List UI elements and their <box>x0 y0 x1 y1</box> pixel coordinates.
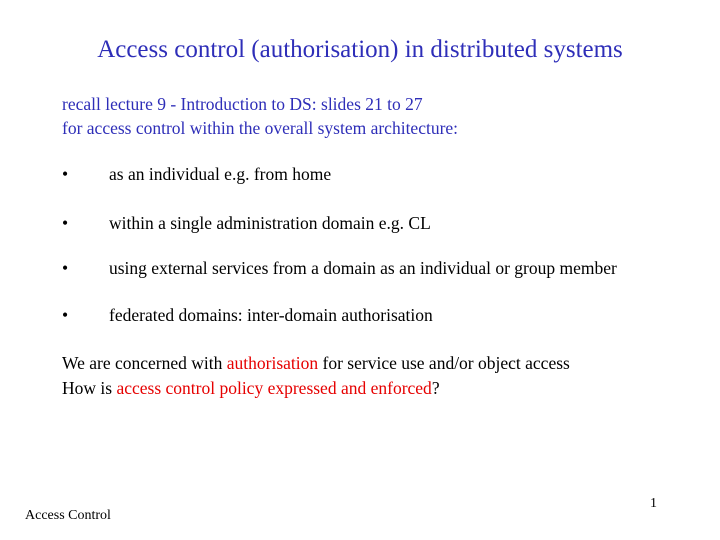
slide-footer: Access Control <box>25 508 111 523</box>
bullet-dot-icon: • <box>62 305 69 325</box>
bullet-text: using external services from a domain as an individual or group member <box>109 258 617 278</box>
slide-title: Access control (authorisation) in distributed systems <box>97 36 623 63</box>
recall-block <box>62 92 458 140</box>
question-text-after: ? <box>431 378 440 398</box>
concern-highlight: authorisation <box>226 353 319 373</box>
question-highlight: access control policy expressed and enforced <box>116 378 432 398</box>
page-number: 1 <box>650 496 657 511</box>
concern-text-before: We are concerned with <box>62 353 227 373</box>
question-text-before: How is <box>62 378 117 398</box>
recall-line-2: for access control within the overall system architecture: <box>62 118 459 138</box>
bullet-text: federated domains: inter-domain authorisation <box>109 305 433 325</box>
concern-line <box>62 351 570 376</box>
bullet-dot-icon: • <box>62 258 69 278</box>
bullet-dot-icon: • <box>62 213 69 233</box>
concern-text-after: for service use and/or object access <box>318 353 570 373</box>
bullet-text: as an individual e.g. from home <box>109 164 332 184</box>
question-line <box>62 376 570 401</box>
concern-block <box>62 351 570 401</box>
bullet-dot-icon: • <box>62 164 69 184</box>
bullet-text: within a single administration domain e.g. CL <box>109 213 431 233</box>
recall-line-1: recall lecture 9 - Introduction to DS: slides 21 to 27 <box>62 94 423 114</box>
